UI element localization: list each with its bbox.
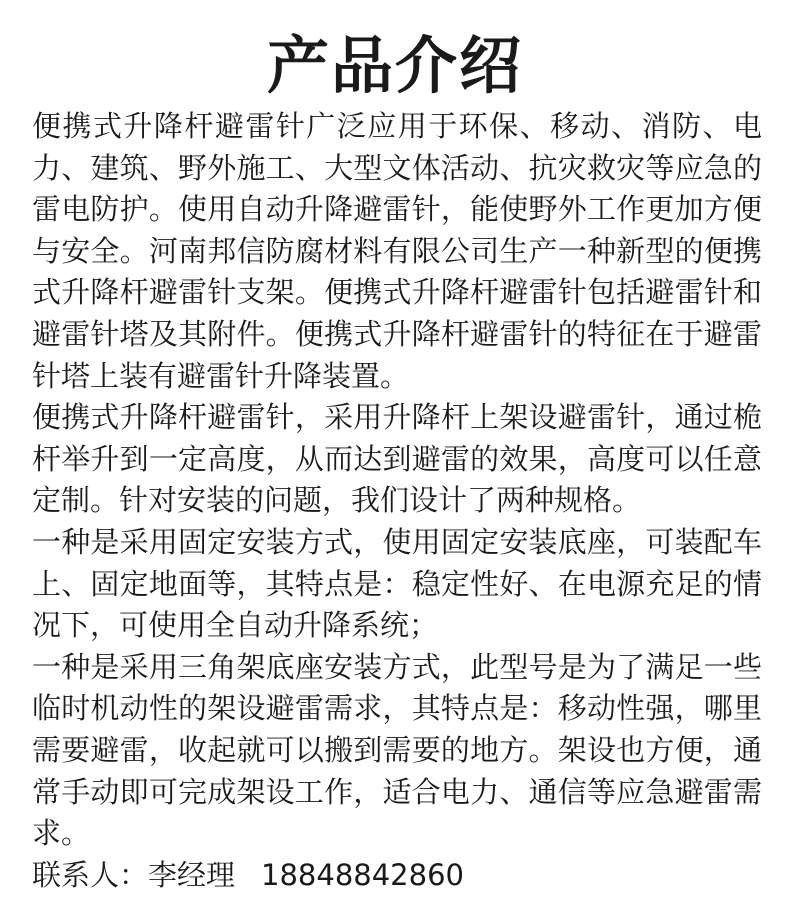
paragraph-design: 便携式升降杆避雷针，采用升降杆上架设避雷针，通过桅杆举升到一定高度，从而达到避雷的效果，高度可以任意定制。针对安装的问题，我们设计了两种规格。 [32, 400, 762, 518]
contact-line [32, 855, 762, 897]
paragraph-fixed-mount: 一种是采用固定安装方式，使用固定安装底座，可装配车上、固定地面等，其特点是：稳定性好、在电源充足的情况下，可使用全自动升降系统； [32, 524, 762, 643]
paragraph-tripod-mount: 一种是采用三角架底座安装方式，此型号是为了满足一些临时机动性的架设避雷需求，其特点是：移动性强，哪里需要避雷，收起就可以搬到需要的地方。架设也方便，通常手动即可完成架设工作，适合电力、通信等应急避雷需求。 [32, 649, 762, 851]
paragraph-overview: 便携式升降杆避雷针广泛应用于环保、移动、消防、电力、建筑、野外施工、大型文体活动、抗灾救灾等应急的雷电防护。使用自动升降避雷针，能使野外工作更加方便与安全。河南邦信防腐材料有限公司生产一种新型的便携式升降杆避雷针支架。便携式升降杆避雷针包括避雷针和避雷针塔及其附件。便携式升降杆避雷针的特征在于避雷针塔上装有避雷针升降装置。 [32, 109, 762, 393]
page-title: 产品介绍 [266, 29, 523, 102]
next-section-heading-cutoff [300, 907, 530, 911]
contact-person: 联系人：李经理 [32, 857, 236, 892]
intro-body [32, 106, 762, 896]
contact-phone: 18848842860 [261, 857, 464, 892]
